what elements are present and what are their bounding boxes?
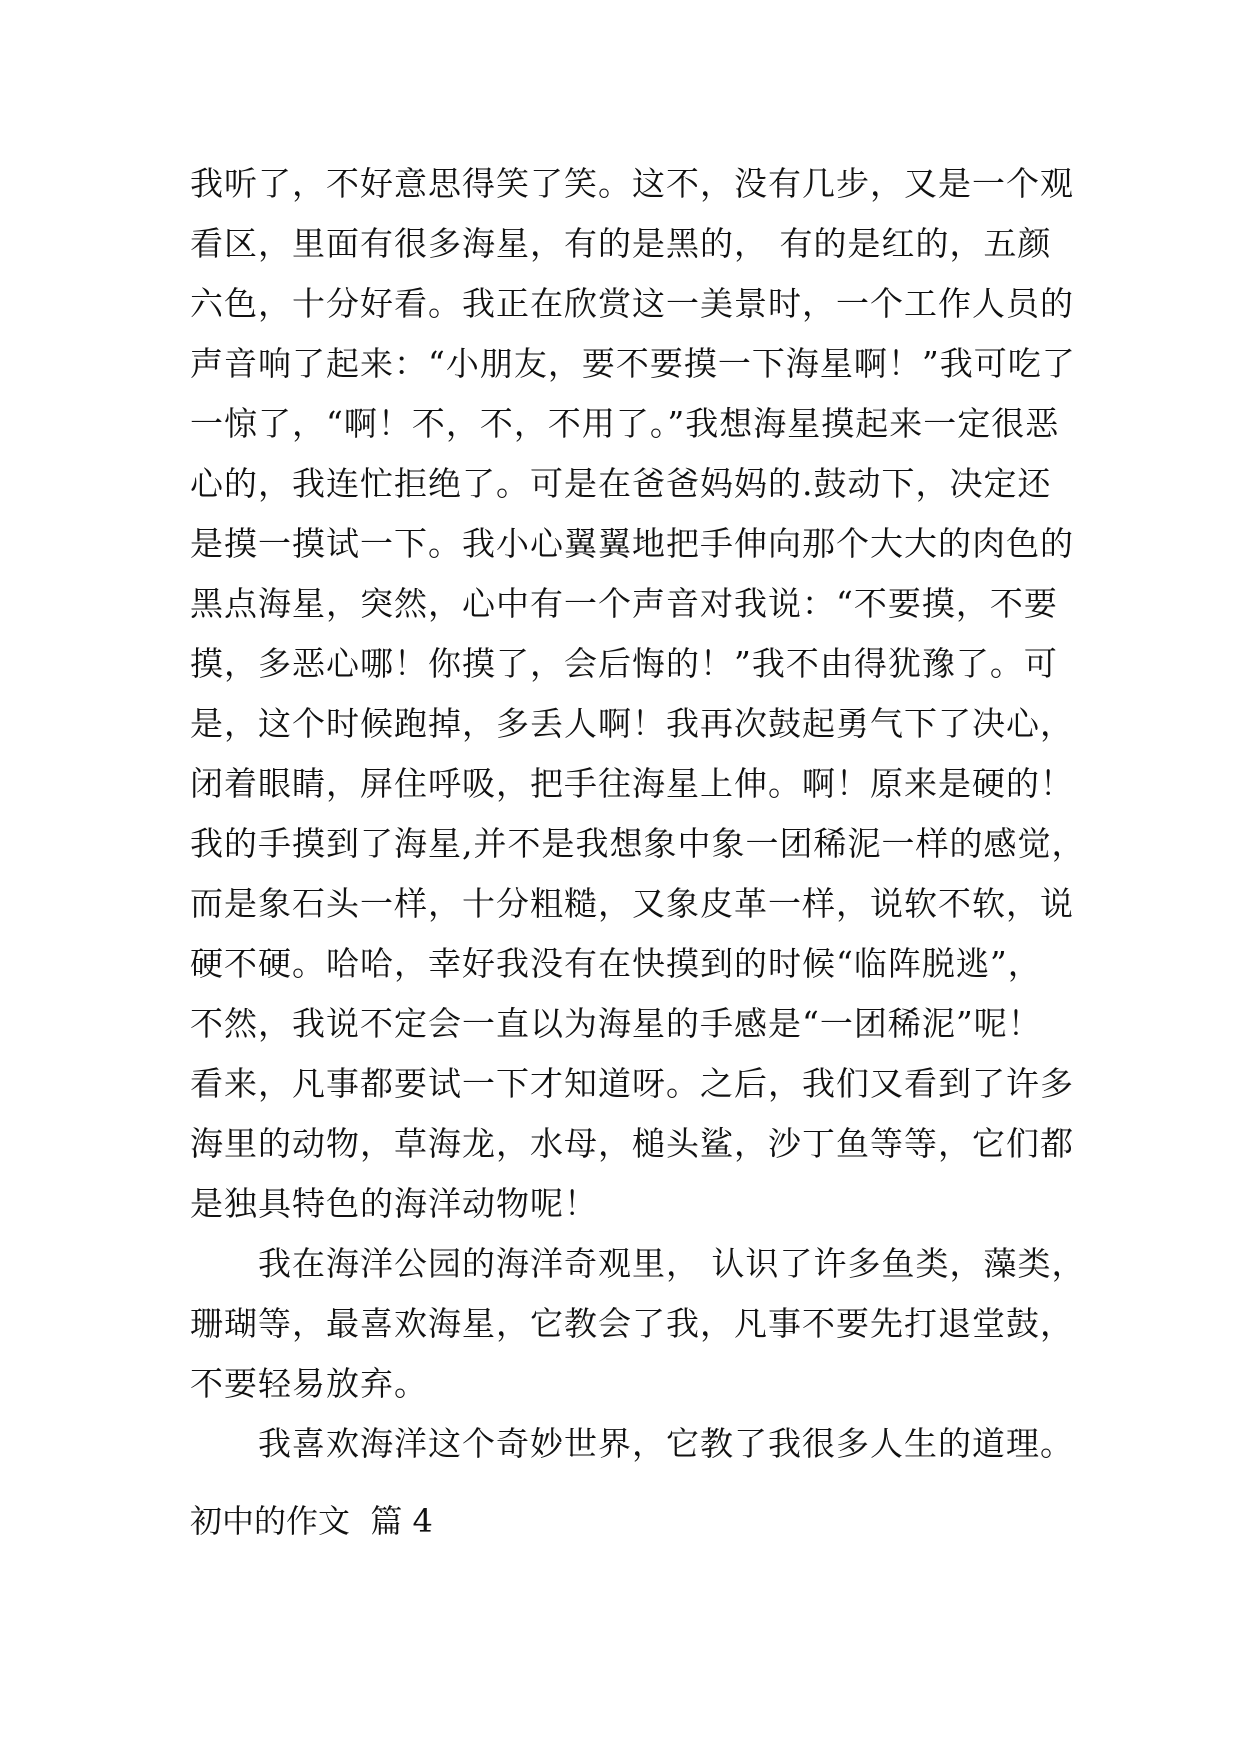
text-line: 是独具特色的海洋动物呢！ xyxy=(190,1184,598,1223)
text-line: 我喜欢海洋这个奇妙世界，它教了我很多人生的道理。 xyxy=(190,1424,1074,1463)
text-line: 是，这个时候跑掉，多丢人啊！我再次鼓起勇气下了决心， xyxy=(190,704,1074,743)
text-line: 声音响了起来：“小朋友，要不要摸一下海星啊！”我可吃了 xyxy=(190,344,1076,383)
essay-body xyxy=(190,154,1086,1474)
text-line: 六色，十分好看。我正在欣赏这一美景时，一个工作人员的 xyxy=(190,284,1074,323)
text-line: 心的，我连忙拒绝了。可是在爸爸妈妈的.鼓动下，决定还 xyxy=(190,464,1052,503)
text-line: 看来，凡事都要试一下才知道呀。之后，我们又看到了许多 xyxy=(190,1064,1074,1103)
text-line: 我听了，不好意思得笑了笑。这不，没有几步，又是一个观 xyxy=(190,164,1074,203)
text-line: 摸，多恶心哪！你摸了，会后悔的！”我不由得犹豫了。可 xyxy=(190,644,1058,683)
section-heading: 初中的作文 篇 4 xyxy=(190,1502,433,1540)
text-line: 不要轻易放弃。 xyxy=(190,1364,428,1403)
text-line: 珊瑚等，最喜欢海星，它教会了我，凡事不要先打退堂鼓， xyxy=(190,1304,1074,1343)
paragraph-1 xyxy=(190,154,1086,1234)
text-line: 硬不硬。哈哈，幸好我没有在快摸到的时候“临阵脱逃”， xyxy=(190,944,1042,983)
text-line: 闭着眼睛，屏住呼吸，把手往海星上伸。啊！原来是硬的！ xyxy=(190,764,1074,803)
paragraph-3 xyxy=(190,1414,1074,1474)
text-line: 看区，里面有很多海星，有的是黑的， 有的是红的，五颜 xyxy=(190,224,1052,263)
text-line: 海里的动物，草海龙，水母，槌头鲨，沙丁鱼等等，它们都 xyxy=(190,1124,1074,1163)
text-line: 而是象石头一样，十分粗糙，又象皮革一样，说软不软，说 xyxy=(190,884,1074,923)
text-line: 黑点海星，突然，心中有一个声音对我说：“不要摸，不要 xyxy=(190,584,1058,623)
text-line: 我的手摸到了海星,并不是我想象中象一团稀泥一样的感觉， xyxy=(190,824,1086,863)
text-line: 不然，我说不定会一直以为海星的手感是“一团稀泥”呢！ xyxy=(190,1004,1042,1043)
text-line: 我在海洋公园的海洋奇观里， 认识了许多鱼类，藻类， xyxy=(190,1244,1086,1283)
text-line: 是摸一摸试一下。我小心翼翼地把手伸向那个大大的肉色的 xyxy=(190,524,1074,563)
paragraph-2 xyxy=(190,1234,1086,1414)
text-line: 一惊了，“啊！不，不，不用了。”我想海星摸起来一定很恶 xyxy=(190,404,1060,443)
